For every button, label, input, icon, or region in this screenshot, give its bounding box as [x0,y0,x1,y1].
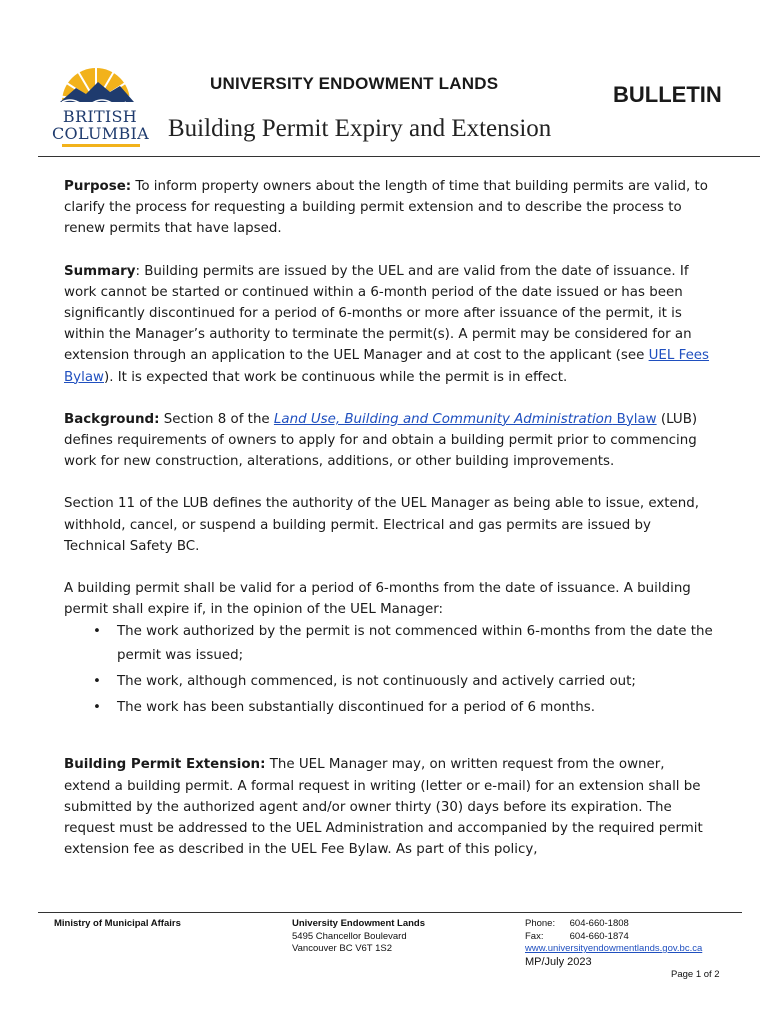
page-title: Building Permit Expiry and Extension [168,115,552,142]
validity-paragraph: A building permit shall be valid for a period of 6-months from the date of issuance. A building permit shall expire if, in the opinion of the UEL Manager: [64,581,691,618]
fax-label: Fax: [525,930,544,942]
footer-date: MP/July 2023 [525,956,592,968]
doc-type: BULLETIN [613,82,722,107]
footer-address-line1: 5495 Chancellor Boulevard [292,930,407,942]
footer-uel-name: University Endowment Lands [292,918,426,929]
background-label: Background: [64,411,160,427]
fax-number: 604-660-1874 [569,930,629,942]
summary-paragraph [64,261,714,388]
list-item: • The work, although commenced, is not continuously and actively carried out; [117,670,714,694]
footer-contact [525,918,702,956]
summary-text: : Building permits are issued by the UEL and are valid from the date of issuance. If work cannot be started or continued within a 6-month period of the date issued or has been significantly discontinued for a period of 6-months or more after issuance of the permit, it is within the Manager’s authority to terminate the permit(s). A permit may be considered for an extension through an application to the UEL Manager and at cost to the applicant (see [64,263,692,364]
lub-bylaw-link[interactable]: Bylaw [612,411,657,427]
background-text-end: (LUB) defines requirements of owners to apply for and obtain a building permit prior to commencing work for new construction, alterations, additions, or other building improvements. [64,411,698,470]
list-item: • The work has been substantially discontinued for a period of 6 months. [117,696,714,720]
list-item: • The work authorized by the permit is not commenced within 6-months from the date the permit was issued; [117,620,714,668]
website-link[interactable]: www.universityendowmentlands.gov.bc.ca [525,943,703,954]
logo-underline [62,144,140,147]
summary-label: Summary [64,263,136,279]
phone-label: Phone: [525,918,556,929]
bc-logo-wordmark: BRITISH COLUMBIA [52,107,150,143]
footer-address [292,918,425,956]
header-divider [38,156,760,157]
phone-number: 604-660-1808 [569,918,629,929]
expiry-conditions-list [64,620,714,720]
section11-paragraph: Section 11 of the LUB defines the authority of the UEL Manager as being able to issue, extend, withhold, cancel, or suspend a building permit. Electrical and gas permits are issued by Technical Safety BC. [64,496,700,554]
uel-fees-bylaw-link[interactable]: UEL Fees Bylaw [64,348,710,385]
extension-label: Building Permit Extension: [64,757,266,773]
page-number: Page 1 of 2 [671,969,720,980]
extension-paragraph [64,754,714,860]
purpose-label: Purpose: [64,179,132,194]
footer-address-line2: Vancouver BC V6T 1S2 [292,943,392,954]
lub-link[interactable]: Land Use, Building and Community Administration [273,411,613,427]
purpose-paragraph [64,176,714,240]
summary-text-end: ). It is expected that work be continuous while the permit is in effect. [104,369,568,385]
footer-ministry: Ministry of Municipal Affairs [54,918,181,929]
background-paragraph [64,409,714,473]
footer-divider [38,912,742,913]
background-text: Section 8 of the [159,411,274,427]
purpose-text: To inform property owners about the length of time that building permits are valid, to clarify the process for requesting a building permit extension and to describe the process to renew permits that have lapsed. [64,179,708,237]
extension-text: The UEL Manager may, on written request from the owner, extend a building permit. A formal request in writing (letter or e-mail) for an extension shall be submitted by the authorized agent and/or owner thirty (30) days before its expiration. The request must be addressed to the UEL Administration and accompanied by the required permit extension fee as described in the UEL Fee Bylaw. As part of this policy, [64,757,703,858]
bulletin-body [64,176,714,881]
org-name: UNIVERSITY ENDOWMENT LANDS [210,74,499,93]
